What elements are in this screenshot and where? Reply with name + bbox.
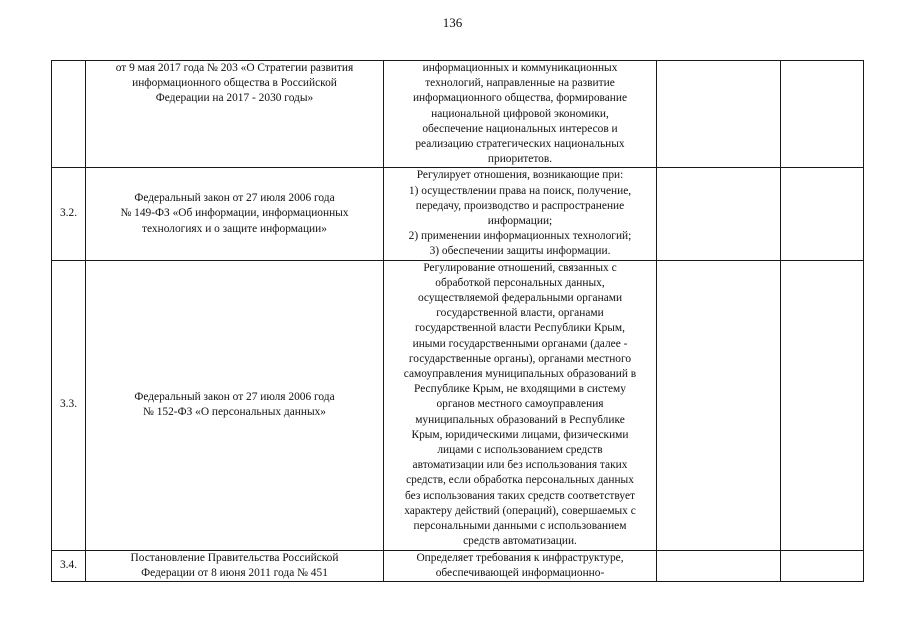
description-line: иными государственными органами (далее - — [412, 337, 628, 350]
document-name-line: Федерации от 8 июня 2011 года № 451 — [141, 566, 328, 579]
row-number-cell: 3.4. — [52, 550, 86, 581]
description-line: Регулирование отношений, связанных с — [423, 261, 617, 274]
empty-cell — [657, 260, 781, 550]
document-name-line: от 9 мая 2017 года № 203 «О Стратегии развития — [115, 62, 354, 74]
document-name-line: Федерации на 2017 - 2030 годы» — [155, 92, 314, 105]
description-line: информации; — [487, 215, 553, 228]
description-line: самоуправления муниципальных образований в — [403, 368, 637, 381]
empty-cell — [657, 61, 781, 168]
description-line: 1) осуществлении права на поиск, получение, — [408, 184, 632, 197]
description-line: 2) применении информационных технологий; — [408, 230, 632, 243]
description-line: государственной власти, органами — [436, 307, 604, 320]
empty-cell — [657, 168, 781, 260]
description-line: 3) обеспечении защиты информации. — [429, 245, 611, 258]
table-row — [52, 61, 864, 168]
description-line: реализацию стратегических национальных — [415, 138, 625, 151]
row-number-cell — [52, 61, 86, 168]
document-name-cell — [86, 61, 384, 168]
description-line: органов местного самоуправления — [436, 398, 604, 411]
description-line: лицами с использованием средств — [437, 444, 603, 457]
description-line: Определяет требования к инфраструктуре, — [416, 551, 624, 564]
description-line: передачу, производство и распространение — [415, 199, 625, 212]
description-line: государственной власти Республики Крым, — [415, 322, 625, 335]
row-number-cell: 3.2. — [52, 168, 86, 260]
description-line: автоматизации или без использования таких — [412, 459, 628, 472]
description-line: обработкой персональных данных, — [435, 276, 605, 289]
description-line: средств, если обработка персональных данных — [406, 474, 634, 487]
description-line: информационных и коммуникационных — [422, 62, 618, 74]
description-line: информационного общества, формирование — [412, 92, 628, 105]
description-line: осуществляемой федеральными органами — [417, 292, 623, 305]
description-line: Крым, юридическими лицами, физическими — [411, 428, 629, 441]
description-line: Республике Крым, не входящими в систему — [414, 383, 626, 396]
description-cell — [384, 61, 657, 168]
description-line: обеспечивающей информационно- — [435, 566, 605, 579]
description-line: технологий, направленные на развитие — [425, 77, 615, 90]
document-name-cell — [86, 168, 384, 260]
table-row — [52, 260, 864, 550]
description-line: средств автоматизации. — [463, 535, 577, 548]
empty-cell — [657, 550, 781, 581]
row-number-cell: 3.3. — [52, 260, 86, 550]
document-name-line: Постановление Правительства Российской — [130, 551, 339, 564]
document-name-cell — [86, 260, 384, 550]
table-row — [52, 168, 864, 260]
empty-cell — [781, 168, 864, 260]
description-line: характеру действий (операций), совершаемых с — [404, 504, 636, 517]
document-table — [51, 60, 864, 582]
description-line: государственные органы), органами местного — [408, 352, 632, 365]
document-name-line: технологиях и о защите информации» — [142, 222, 327, 235]
document-name-line: Федеральный закон от 27 июля 2006 года — [134, 192, 335, 205]
page-number: 136 — [442, 15, 463, 30]
description-cell — [384, 260, 657, 550]
empty-cell — [781, 550, 864, 581]
document-name-line: № 152-ФЗ «О персональных данных» — [142, 406, 327, 419]
description-line: приоритетов. — [487, 153, 553, 166]
document-name-line: информационного общества в Российской — [132, 77, 337, 90]
description-line: обеспечение национальных интересов и — [422, 122, 618, 135]
description-cell — [384, 168, 657, 260]
description-line: национальной цифровой экономики, — [431, 107, 609, 120]
description-line: Регулирует отношения, возникающие при: — [416, 169, 624, 182]
document-name-line: Федеральный закон от 27 июля 2006 года — [134, 390, 335, 403]
empty-cell — [781, 260, 864, 550]
description-line: муниципальных образований в Республике — [415, 413, 625, 426]
description-line: без использования таких средств соответствует — [405, 489, 635, 502]
description-cell — [384, 550, 657, 581]
document-name-cell — [86, 550, 384, 581]
description-line: персональными данными с использованием — [413, 520, 627, 533]
empty-cell — [781, 61, 864, 168]
table-row — [52, 550, 864, 581]
document-name-line: № 149-ФЗ «Об информации, информационных — [120, 207, 349, 220]
